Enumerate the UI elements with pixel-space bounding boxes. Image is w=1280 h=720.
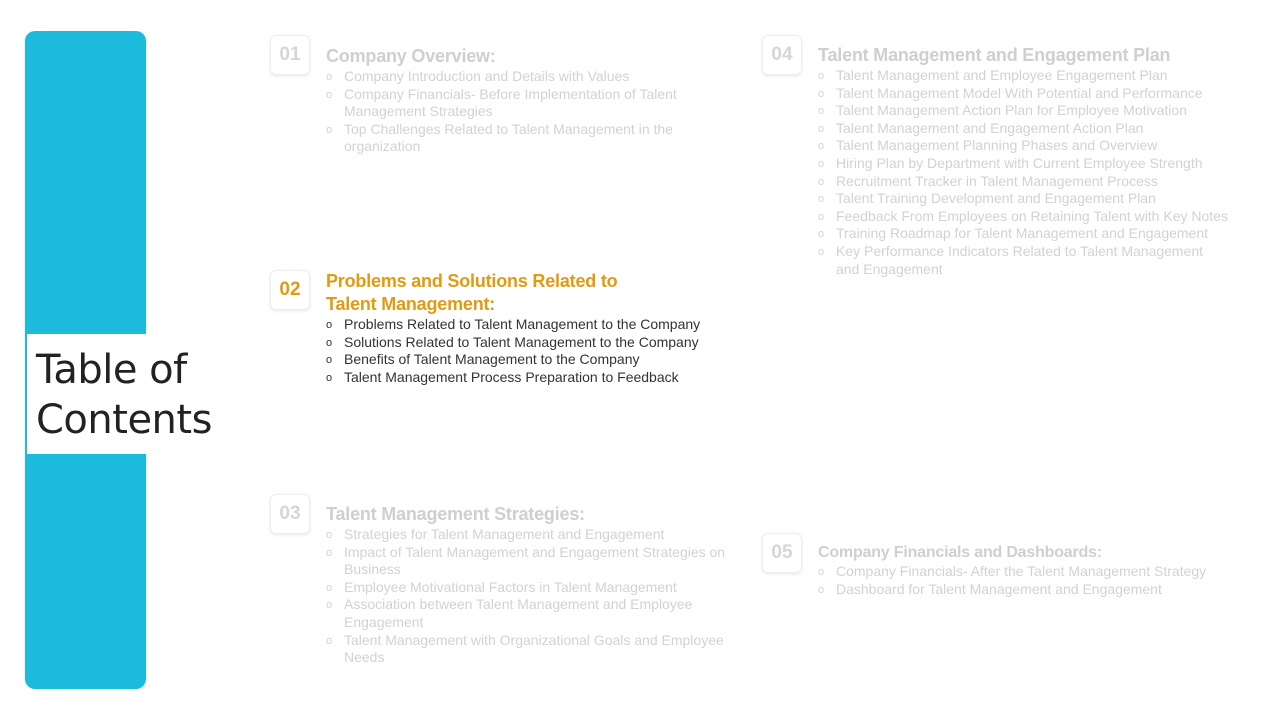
section-heading: Problems and Solutions Related to Talent Management:	[326, 271, 618, 314]
section-items	[326, 526, 731, 667]
bullet-icon: o	[326, 599, 333, 612]
bullet-icon: o	[818, 566, 825, 578]
bullet-icon: o	[818, 228, 825, 241]
section-heading: Company Financials and Dashboards:	[818, 544, 1102, 561]
bullet-icon: o	[326, 546, 333, 559]
bullet-icon: o	[326, 634, 333, 647]
bullet-icon: o	[818, 70, 825, 82]
bullet-icon: o	[326, 529, 333, 541]
bullet-icon: o	[818, 157, 825, 170]
section-heading: Company Overview:	[326, 46, 496, 66]
toc-item: o Talent Management Action Plan for Employee Motivation	[818, 102, 1228, 120]
toc-item: o Talent Management Planning Phases and Overview	[818, 137, 1228, 155]
bullet-icon: o	[326, 354, 333, 367]
section-heading: Talent Management Strategies:	[326, 504, 585, 524]
toc-item: o Association between Talent Management and Employee Engagement	[326, 596, 693, 630]
toc-item: o Company Financials- After the Talent Management Strategy	[818, 563, 1208, 581]
toc-item: o Impact of Talent Management and Engagement Strategies on Business	[326, 543, 726, 578]
toc-item: o Talent Management and Engagement Action Plan	[818, 120, 1228, 138]
toc-item: o Company Financials- Before Implementation of Talent Management Strategies	[326, 85, 677, 120]
section-items	[326, 316, 736, 386]
section-items	[818, 563, 1208, 598]
bullet-icon: o	[326, 336, 333, 349]
toc-item: o Benefits of Talent Management to the Company	[326, 351, 736, 369]
bullet-icon: o	[818, 193, 825, 206]
section-number: 05	[762, 533, 802, 573]
bullet-icon: o	[818, 140, 825, 153]
toc-item: o Recruitment Tracker in Talent Management Process	[818, 173, 1228, 191]
toc-item: o Hiring Plan by Department with Current Employee Strength	[818, 155, 1228, 173]
toc-item: o Strategies for Talent Management and Engagement	[326, 526, 731, 544]
toc-item: o Feedback From Employees on Retaining Talent with Key Notes	[818, 208, 1228, 226]
bullet-icon: o	[818, 583, 825, 596]
bullet-icon: o	[818, 122, 825, 135]
bullet-icon: o	[326, 581, 333, 594]
toc-item: o Talent Management and Employee Engagement Plan	[818, 67, 1228, 85]
section-number: 02	[270, 270, 310, 310]
toc-item: o Talent Management Model With Potential and Performance	[818, 85, 1228, 103]
slide-title: Table of Contents	[36, 347, 212, 443]
toc-item: o Dashboard for Talent Management and Engagement	[818, 581, 1208, 599]
toc-item: o Key Performance Indicators Related to Talent Management and Engagement	[818, 242, 1204, 277]
section-number: 04	[762, 35, 802, 75]
bullet-icon: o	[326, 71, 333, 83]
section-number: 03	[270, 494, 310, 534]
bullet-icon: o	[818, 210, 825, 223]
bullet-icon: o	[818, 105, 825, 118]
toc-item: o Solutions Related to Talent Management to the Company	[326, 334, 736, 352]
section-items	[818, 67, 1228, 278]
section-items	[326, 68, 716, 156]
toc-item: o Employee Motivational Factors in Talent Management	[326, 579, 731, 597]
toc-item: o Talent Training Development and Engagement Plan	[818, 190, 1228, 208]
bullet-icon: o	[818, 175, 825, 188]
toc-item: o Problems Related to Talent Management to the Company	[326, 316, 736, 334]
toc-item: o Talent Management Process Preparation to Feedback	[326, 369, 736, 387]
toc-item: o Top Challenges Related to Talent Management in the organization	[326, 120, 673, 155]
bullet-icon: o	[326, 123, 333, 136]
section-number: 01	[270, 35, 310, 75]
toc-item: o Training Roadmap for Talent Management and Engagement	[818, 225, 1228, 243]
toc-item: o Talent Management with Organizational Goals and Employee Needs	[326, 631, 724, 666]
bullet-icon: o	[326, 88, 333, 101]
toc-item: o Company Introduction and Details with Values	[326, 68, 716, 86]
bullet-icon: o	[326, 371, 333, 384]
bullet-icon: o	[818, 87, 825, 100]
section-heading: Talent Management and Engagement Plan	[818, 45, 1171, 65]
bullet-icon: o	[818, 245, 825, 258]
bullet-icon: o	[326, 319, 333, 331]
